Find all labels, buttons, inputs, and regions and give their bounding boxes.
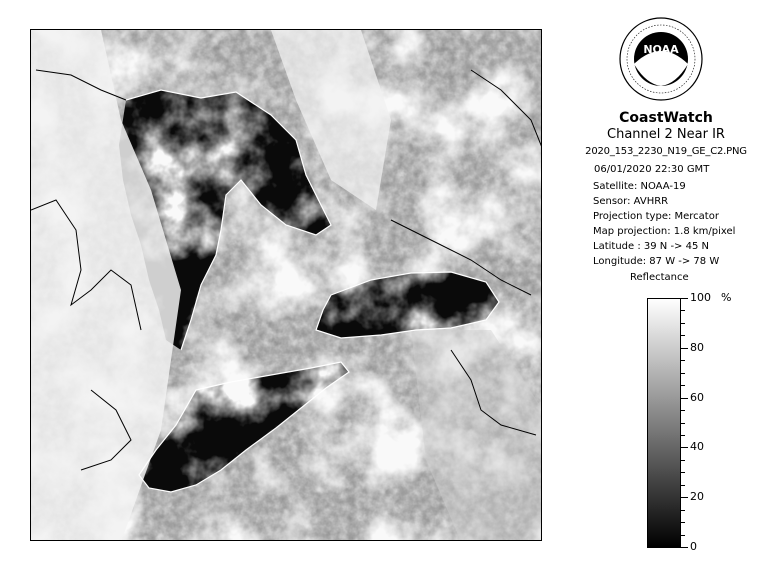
tick-mark [681, 522, 685, 523]
tick-mark [681, 410, 685, 411]
tick-label-80: 80 [690, 340, 704, 354]
reflectance-colorbar [647, 298, 681, 548]
legend-title: Reflectance [630, 272, 689, 283]
datetime-label: 06/01/2020 22:30 GMT [594, 164, 710, 175]
file-name: 2020_153_2230_N19_GE_C2.PNG [585, 146, 747, 157]
tick-mark [681, 497, 688, 498]
legend-unit: % [721, 291, 732, 304]
tick-mark [681, 460, 685, 461]
map-projection-label: Map projection: 1.8 km/pixel [593, 226, 736, 237]
tick-mark [681, 323, 685, 324]
tick-mark [681, 398, 688, 399]
tick-mark [681, 435, 685, 436]
logo-wordmark: NOAA [643, 43, 679, 56]
tick-mark [681, 535, 685, 536]
noaa-logo [618, 16, 704, 102]
tick-mark [681, 547, 688, 548]
tick-mark [681, 360, 685, 361]
projection-type-label: Projection type: Mercator [593, 211, 719, 222]
tick-mark [681, 335, 685, 336]
tick-mark [681, 510, 685, 511]
tick-label-60: 60 [690, 390, 704, 404]
tick-mark [681, 423, 685, 424]
tick-mark [681, 298, 688, 299]
tick-mark [681, 373, 685, 374]
channel-title: Channel 2 Near IR [607, 127, 725, 142]
satellite-map [31, 30, 542, 541]
tick-mark [681, 385, 685, 386]
latitude-label: Latitude : 39 N -> 45 N [593, 241, 709, 252]
tick-label-40: 40 [690, 440, 704, 454]
tick-mark [681, 447, 688, 448]
tick-label-100: 100 [690, 291, 711, 304]
tick-label-20: 20 [690, 490, 704, 504]
tick-label-0: 0 [690, 540, 697, 553]
tick-mark [681, 348, 688, 349]
satellite-label: Satellite: NOAA-19 [593, 181, 686, 192]
tick-mark [681, 485, 685, 486]
brand-title: CoastWatch [619, 110, 713, 126]
tick-mark [681, 472, 685, 473]
tick-mark [681, 310, 685, 311]
satellite-image [30, 29, 542, 541]
sensor-label: Sensor: AVHRR [593, 196, 669, 207]
longitude-label: Longitude: 87 W -> 78 W [593, 256, 720, 267]
